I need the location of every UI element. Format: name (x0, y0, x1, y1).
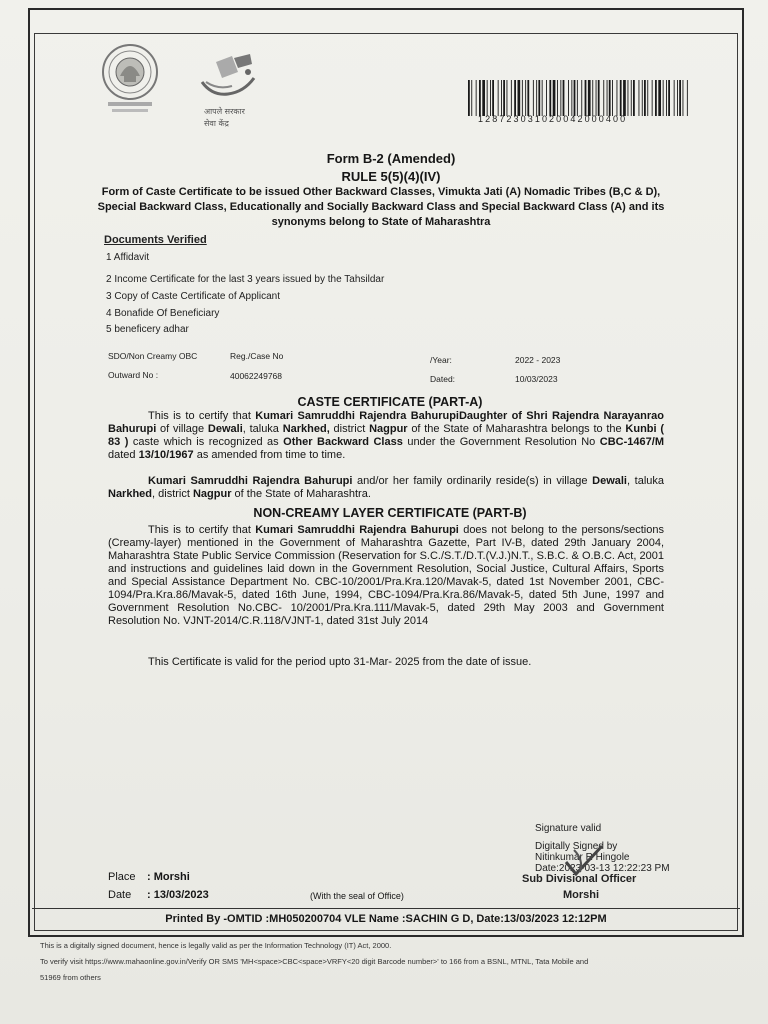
barcode-bar (546, 80, 547, 116)
footer-line1: This is a digitally signed document, hence is legally valid as per the Information Technology (IT) Act, 2000. (40, 941, 392, 950)
barcode-bar (538, 80, 540, 116)
place-label: Place (108, 871, 136, 883)
barcode-bar (471, 80, 472, 116)
part-b-paragraph (108, 524, 664, 628)
logo-caption-line2: सेवा केंद्र (204, 119, 229, 128)
text: , taluka (627, 475, 664, 487)
text: under the Government Resolution No (402, 436, 600, 448)
logo-caption (204, 106, 245, 130)
text: as amended from time to time. (193, 449, 346, 461)
validity-statement: This Certificate is valid for the period upto 31-Mar- 2025 from the date of issue. (148, 656, 532, 668)
text: and/or her family ordinarily reside(s) in village (352, 475, 593, 487)
reg-label: Reg./Case No (230, 351, 284, 361)
barcode-bar (476, 80, 477, 116)
text: , district (152, 488, 193, 500)
text: of the State of Maharashtra. (231, 488, 371, 500)
barcode-bar (527, 80, 529, 116)
outward-label: Outward No : (108, 370, 159, 380)
footer-line2: To verify visit https://www.mahaonline.gov.in/Verify OR SMS 'MH<space>CBC<space>VRFY<20 digit Barcode number>' to 166 from a BSNL, MTNL, Tata Mobile and (40, 957, 589, 966)
barcode-bar (557, 80, 558, 116)
barcode-bar (507, 80, 508, 116)
document-item: 1 Affidavit (106, 252, 150, 263)
date-label: Date (108, 889, 132, 901)
backward-class: Other Backward Class (283, 436, 403, 448)
barcode-bar (588, 80, 591, 116)
resolution-date: 13/10/1967 (138, 449, 194, 461)
sdo-label: SDO/Non Creamy OBC (108, 351, 198, 361)
barcode-bar (592, 80, 593, 116)
officer-place: Morshi (563, 889, 600, 901)
barcode-bar (652, 80, 653, 116)
barcode-bar (468, 80, 470, 116)
barcode-bar (501, 80, 502, 116)
date-value: : 13/03/2023 (147, 889, 209, 901)
barcode-bar (663, 80, 664, 116)
barcode-bar (574, 80, 576, 116)
barcode-bar (553, 80, 556, 116)
barcode-bar (644, 80, 646, 116)
district: Nagpur (192, 488, 232, 500)
barcode-bar (511, 80, 512, 116)
barcode-bar (482, 80, 485, 116)
barcode-bar (560, 80, 561, 116)
text: Daughter of Shri (458, 410, 553, 422)
document-item: 3 Copy of Caste Certificate of Applicant (106, 291, 280, 302)
barcode-bar (585, 80, 587, 116)
father-name: Rajendra Narayanrao Bahurupi (108, 410, 664, 435)
year-value: 2022 - 2023 (515, 355, 561, 365)
barcode-bar (498, 80, 499, 116)
year-label: /Year: (430, 355, 452, 365)
resolution-number: CBC-1467/M (599, 436, 664, 448)
barcode-bar (549, 80, 551, 116)
part-a-title: CASTE CERTIFICATE (PART-A) (297, 395, 483, 409)
logo-caption-line1: आपले सरकार (204, 107, 245, 116)
rule-title: RULE 5(5)(4)(IV) (341, 169, 441, 184)
form-title: Form B-2 (Amended) (326, 151, 456, 166)
barcode-bar (490, 80, 491, 116)
document-item: 5 beneficery adhar (106, 324, 189, 335)
caste: Kunbi ( 83 ) (108, 423, 664, 448)
signature-verified-mark-icon (560, 842, 608, 880)
barcode-bar (525, 80, 526, 116)
barcode-bar (492, 80, 494, 116)
applicant-name: Kumari Samruddhi Rajendra Bahurupi (148, 475, 353, 487)
applicant-name: Kumari Samruddhi Rajendra Bahurupi (255, 524, 459, 536)
barcode-bar (609, 80, 611, 116)
barcode-bar (617, 80, 618, 116)
barcode-bar (571, 80, 572, 116)
barcode-bar (542, 80, 543, 116)
barcode-bar (536, 80, 537, 116)
barcode-bar (647, 80, 648, 116)
barcode-bar (642, 80, 643, 116)
text: This is to certify that (148, 410, 256, 422)
signature-line2: Nitinkumar R Hingole (535, 852, 630, 863)
maharashtra-seal-icon (100, 42, 160, 126)
barcode-bar (677, 80, 678, 116)
documents-heading: Documents Verified (104, 234, 207, 246)
barcode-bar (668, 80, 670, 116)
officer-designation: Sub Divisional Officer (522, 873, 637, 885)
barcode-bar (633, 80, 635, 116)
barcode-bar (598, 80, 600, 116)
text: of village (156, 423, 208, 435)
barcode-bar (568, 80, 569, 116)
text: of the State of Maharashtra belongs to the (407, 423, 626, 435)
applicant-name: Kumari Samruddhi Rajendra Bahurupi (255, 410, 459, 422)
barcode-bar (479, 80, 481, 116)
barcode-bar (514, 80, 516, 116)
barcode-bar (631, 80, 632, 116)
barcode-bar (581, 80, 582, 116)
dated-value: 10/03/2023 (515, 374, 558, 384)
barcode-bar (683, 80, 684, 116)
text: district (329, 423, 370, 435)
aaple-sarkar-logo-icon (198, 52, 258, 98)
document-item: 2 Income Certificate for the last 3 years issued by the Tahsildar (106, 274, 385, 285)
signature-line3: Date:2023-03-13 12:22:23 PM (535, 863, 670, 874)
barcode-bar (503, 80, 505, 116)
barcode-number: 128723031020042000400 (478, 114, 628, 124)
barcode-bar (666, 80, 667, 116)
village: Dewali (207, 423, 243, 435)
barcode-bar (674, 80, 675, 116)
part-b-title: NON-CREAMY LAYER CERTIFICATE (PART-B) (253, 506, 527, 520)
barcode-bar (687, 80, 688, 116)
printed-by-bar: Printed By -OMTID :MH050200704 VLE Name :SACHIN G D, Date:13/03/2023 12:12PM (32, 908, 740, 931)
barcode-bar (612, 80, 613, 116)
place-value: : Morshi (147, 871, 190, 883)
barcode-bar (658, 80, 661, 116)
text: This is to certify that (148, 524, 256, 536)
barcode-icon (468, 80, 690, 116)
barcode-bar (620, 80, 622, 116)
barcode-bar (533, 80, 534, 116)
barcode-bar (607, 80, 608, 116)
barcode-bar (518, 80, 521, 116)
document-item: 4 Bonafide Of Beneficiary (106, 308, 220, 319)
outward-value: 40062249768 (230, 371, 283, 381)
barcode-bar (628, 80, 629, 116)
text: , taluka (242, 423, 283, 435)
district: Nagpur (369, 423, 408, 435)
footer-line3: 51969 from others (40, 973, 101, 982)
signature-line1: Digitally Signed by (535, 841, 618, 852)
text: dated (108, 449, 139, 461)
barcode-bar (639, 80, 640, 116)
barcode-bar (577, 80, 578, 116)
form-description: Form of Caste Certificate to be issued Other Backward Classes, Vimukta Jati (A) Nomadic Tribes (B,C & D), Special Backward Class, Educationally and Socially Backward Class and Special Backward Class (A) and its synonyms belong to State of Maharashtra (97, 186, 665, 228)
barcode-bar (603, 80, 604, 116)
signature-valid: Signature valid (535, 823, 602, 834)
page-border (28, 8, 744, 937)
barcode-bar (596, 80, 597, 116)
text: caste which is recognized as (128, 436, 284, 448)
taluka: Narkhed (108, 488, 153, 500)
barcode-bar (487, 80, 488, 116)
text: does not belong to the persons/sections (Creamy-layer) mentioned in the Government of Maharashtra Gazette, Part IV-B, dated 29th January 2004, Maharashtra State Public Service Commission (Reservation for S.C./S.T./D.T.(V.J.)N.T., S.B.C. & O.B.C. Act, 2001 and instructions and guidelines laid down in the Government Resolution, Social Justice, Cultural Affairs, Sports and Special Assistance Department No. CBC-10/2001/Pra.Kra.120/Mavak-5, dated 1st November 2001, CBC-1094/Pra.Kra.86/Mavak-5, dated 16th June, 1994, CBC-1094/Pra.Kra.86/Mavak-5, dated 5th June, 1997 and Government Resolution No.CBC- 10/2001/Pra.Kra.111/Mavak-5, dated 29th May 2003 and Government Resolution No. VJNT-2014/C.R.118/VJNT-1, dated 31st July 2014 (108, 524, 664, 627)
taluka: Narkhed, (282, 423, 330, 435)
barcode-bar (679, 80, 681, 116)
seal-note: (With the seal of Office) (310, 891, 404, 901)
barcode-bar (623, 80, 626, 116)
barcode-bar (655, 80, 657, 116)
barcode-bar (563, 80, 565, 116)
dated-label: Dated: (430, 374, 456, 384)
village: Dewali (592, 475, 627, 487)
barcode-bar (522, 80, 523, 116)
part-a-paragraph-1 (108, 410, 664, 462)
part-a-paragraph-2 (108, 475, 664, 501)
